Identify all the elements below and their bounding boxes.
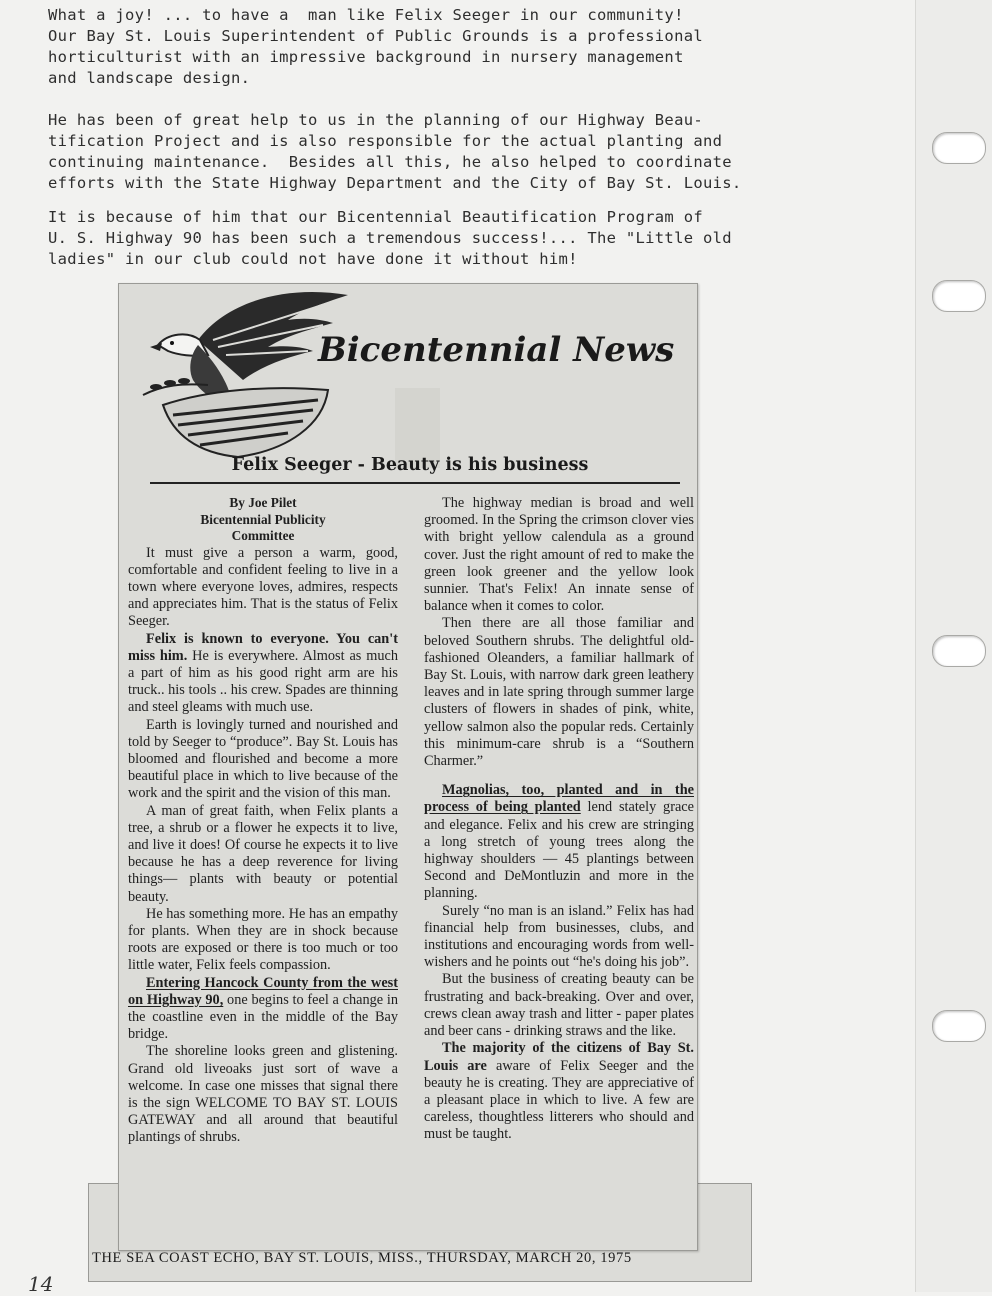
byline-author: By Joe Pilet <box>229 495 297 510</box>
article-paragraph: But the business of creating beauty can be frustrating and back-breaking. Over and over, crews clean away trash and litter - paper plates and beer cans - drinking straws and the like. <box>424 971 694 1040</box>
punch-hole <box>932 132 986 164</box>
article-paragraph: The shoreline looks green and glistening. Grand old liveoaks just sort of wave a welcome. In case one misses that signal there is the sign WELCOME TO BAY ST. LOUIS GATEWAY and all around that beautiful plantings of shrubs. <box>128 1043 398 1146</box>
article-paragraph: The highway median is broad and well groomed. In the Spring the crimson clover vies with bright yellow calendula as a ground cover. Just the right amount of red to make the green look greener and the yellow look sunnier. That's Felix! An innate sense of balance when it comes to color. <box>424 495 694 615</box>
typed-line: and landscape design. <box>48 69 251 87</box>
typed-paragraph-2 <box>48 110 928 194</box>
typed-line: efforts with the State Highway Department and the City of Bay St. Louis. <box>48 174 742 192</box>
masthead-title: Bicentennial News <box>318 330 675 370</box>
article-paragraph: Felix is known to everyone. You can't miss him. He is everywhere. Almost as much a part of him as his good right arm are his truck.. his tools .. his crew. Spades are thinning and steel gleams with much use. <box>128 630 398 716</box>
article-paragraph: Magnolias, too, planted and in the process of being planted lend stately grace and elegance. Felix and his crew are stringing a long stretch of young trees along the highway shoulders — 45 plantings between Second and DeMontluzin and more in the planning. <box>424 782 695 902</box>
article-paragraph: He has something more. He has an empathy for plants. When they are in shock because roots are exposed or there is too much or too little water, Felix feels compassion. <box>128 905 398 974</box>
article-column-left <box>128 495 398 1147</box>
byline <box>128 495 398 545</box>
typed-line: Our Bay St. Louis Superintendent of Public Grounds is a professional <box>48 27 703 45</box>
article-paragraph: Entering Hancock County from the west on Highway 90, one begins to feel a change in the coastline even in the middle of the Bay bridge. <box>128 974 399 1043</box>
article-paragraph: The majority of the citizens of Bay St. Louis are aware of Felix Seeger and the beauty he is creating. They are appreciative of a pleasant place in which to live. A few are careless, thoughtless litterers who should and must be taught. <box>424 1040 695 1143</box>
typed-line: It is because of him that our Bicentennial Beautification Program of <box>48 208 703 226</box>
typed-line: U. S. Highway 90 has been such a tremendous success!... The "Little old <box>48 229 732 247</box>
article-paragraph: Surely “no man is an island.” Felix has had financial help from businesses, clubs, and institutions and encouraging words from well-wishers and he points out “he's doing his job”. <box>424 902 694 971</box>
handwritten-page-number: 14 <box>28 1272 54 1296</box>
source-caption: THE SEA COAST ECHO, BAY ST. LOUIS, MISS., THURSDAY, MARCH 20, 1975 <box>92 1250 632 1266</box>
typed-line: tification Project and is also responsible for the actual planting and <box>48 132 723 150</box>
article-paragraph: Then there are all those familiar and beloved Southern shrubs. The delightful old-fashioned Oleanders, a familiar hallmark of Bay St. Louis, with narrow dark green leathery leaves and in late spring through summer large clusters of flowers in shades of pink, white, yellow salmon also the popular reds. Certainly this minimum-care shrub is a “Southern Charmer.” <box>424 615 694 770</box>
headline-rule <box>150 482 680 484</box>
typed-line: ladies" in our club could not have done it without him! <box>48 250 578 268</box>
article-column-right <box>424 495 694 1144</box>
article-headline: Felix Seeger - Beauty is his business <box>231 455 589 475</box>
byline-committee: Committee <box>231 528 295 543</box>
punch-hole <box>932 635 986 667</box>
punch-hole <box>932 1010 986 1042</box>
article-paragraph: A man of great faith, when Felix plants a tree, a shrub or a flower he expects it to live, and live it does! Of course he expects it to live because he has a deep reverence for living things— plants with beauty or potential beauty. <box>128 802 398 905</box>
typed-line: continuing maintenance. Besides all this, he also helped to coordinate <box>48 153 732 171</box>
typed-line: He has been of great help to us in the planning of our Highway Beau- <box>48 111 703 129</box>
typed-paragraph-3 <box>48 207 928 270</box>
byline-role: Bicentennial Publicity <box>200 511 326 527</box>
article-paragraph: It must give a person a warm, good, comfortable and confident feeling to live in a town where everyone loves, admires, respects and appreciates him. That is the status of Felix Seeger. <box>128 544 398 630</box>
article-paragraph: Earth is lovingly turned and nourished and told by Seeger to “produce”. Bay St. Louis has bloomed and flourished and become a more beautiful place in which to live because of the work and the spirit and the vision of this man. <box>128 716 398 802</box>
typed-line: horticulturist with an impressive background in nursery management <box>48 48 684 66</box>
typed-paragraph-1 <box>48 5 928 89</box>
punch-hole <box>932 280 986 312</box>
typed-line: What a joy! ... to have a man like Felix Seeger in our community! <box>48 6 684 24</box>
eagle-shield-icon <box>138 285 353 460</box>
